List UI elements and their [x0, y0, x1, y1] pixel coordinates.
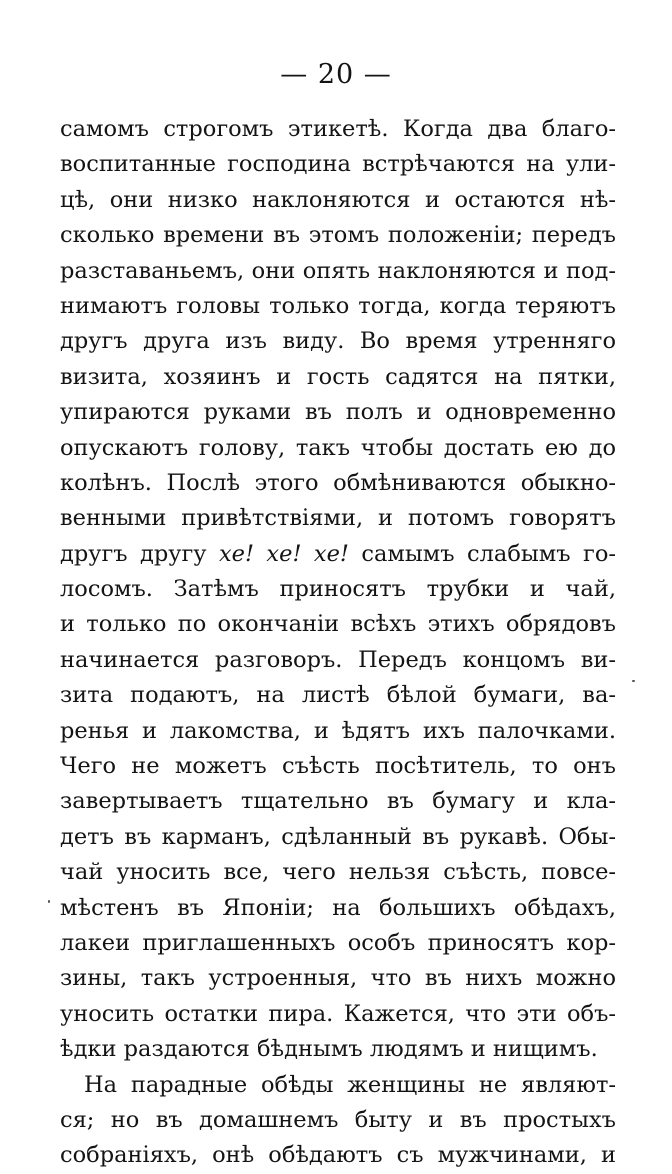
text-line: упираются руками въ полъ и одновременно — [60, 399, 616, 426]
text-line: лакеи приглашенныхъ особъ приносятъ кор- — [60, 929, 616, 956]
text-line: венными привѣтствіями, и потомъ говорятъ — [60, 505, 616, 532]
text-line: ренья и лакомства, и ѣдятъ ихъ палочками. — [60, 717, 616, 744]
text-line: начинается разговоръ. Передъ концомъ ви- — [60, 646, 616, 673]
text-line: ѣдки раздаются бѣднымъ людямъ и нищимъ. — [60, 1036, 598, 1063]
text-line: воспитанные господина встрѣчаются на ули- — [60, 151, 616, 178]
text-line: цѣ, они низко наклоняются и остаются нѣ- — [60, 186, 616, 213]
text-line: детъ въ карманъ, сдѣланный въ рукавѣ. Обы- — [60, 823, 616, 850]
text-line: лосомъ. Затѣмъ приносятъ трубки и чай, — [60, 576, 616, 603]
text-line: завертываетъ тщательно въ бумагу и кла- — [60, 788, 616, 815]
text-line: опускаютъ голову, такъ чтобы достать ею до — [60, 434, 616, 461]
text-fragment: самымъ слабымъ го- — [348, 540, 616, 567]
text-line: визита, хозяинъ и гость садятся на пятки, — [60, 363, 616, 390]
text-line: зита подаютъ, на листѣ бѣлой бумаги, ва- — [60, 682, 616, 709]
paragraph-start-line: На парадные обѣды женщины не являют- — [84, 1071, 616, 1098]
text-line: разставаньемъ, они опять наклоняются и под- — [60, 257, 616, 284]
text-line: уносить остатки пира. Кажется, что эти объ- — [60, 1000, 616, 1027]
text-line: собраніяхъ, онѣ обѣдаютъ съ мужчинами, и — [60, 1142, 616, 1169]
text-line: самомъ строгомъ этикетѣ. Когда два благо- — [60, 116, 616, 142]
text-line: чай уносить все, чего нельзя съѣсть, повсе- — [60, 859, 616, 886]
body-text — [60, 112, 616, 1174]
text-line: другъ друга изъ виду. Во время утренняго — [60, 328, 616, 355]
text-line-with-italic — [60, 537, 616, 572]
italic-exclamation: хе! хе! хе! — [218, 540, 349, 567]
text-line: ся; но въ домашнемъ быту и въ простыхъ — [60, 1106, 616, 1133]
page-number: — 20 — — [280, 59, 392, 90]
text-line: зины, такъ устроенныя, что въ нихъ можно — [60, 965, 616, 992]
text-line: мѣстенъ въ Японіи; на большихъ обѣдахъ, — [60, 894, 616, 921]
text-line: нимаютъ головы только тогда, когда теряютъ — [60, 292, 616, 319]
text-line: Чего не можетъ съѣсть посѣтитель, то онъ — [60, 753, 616, 780]
text-line: сколько времени въ этомъ положеніи; передъ — [60, 222, 616, 249]
text-fragment: другъ другу — [60, 540, 219, 567]
text-line: и только по окончаніи всѣхъ этихъ обрядовъ — [60, 611, 616, 638]
print-speck — [48, 900, 50, 903]
print-speck — [632, 680, 635, 682]
text-line: колѣнъ. Послѣ этого обмѣниваются обыкно- — [60, 469, 616, 496]
